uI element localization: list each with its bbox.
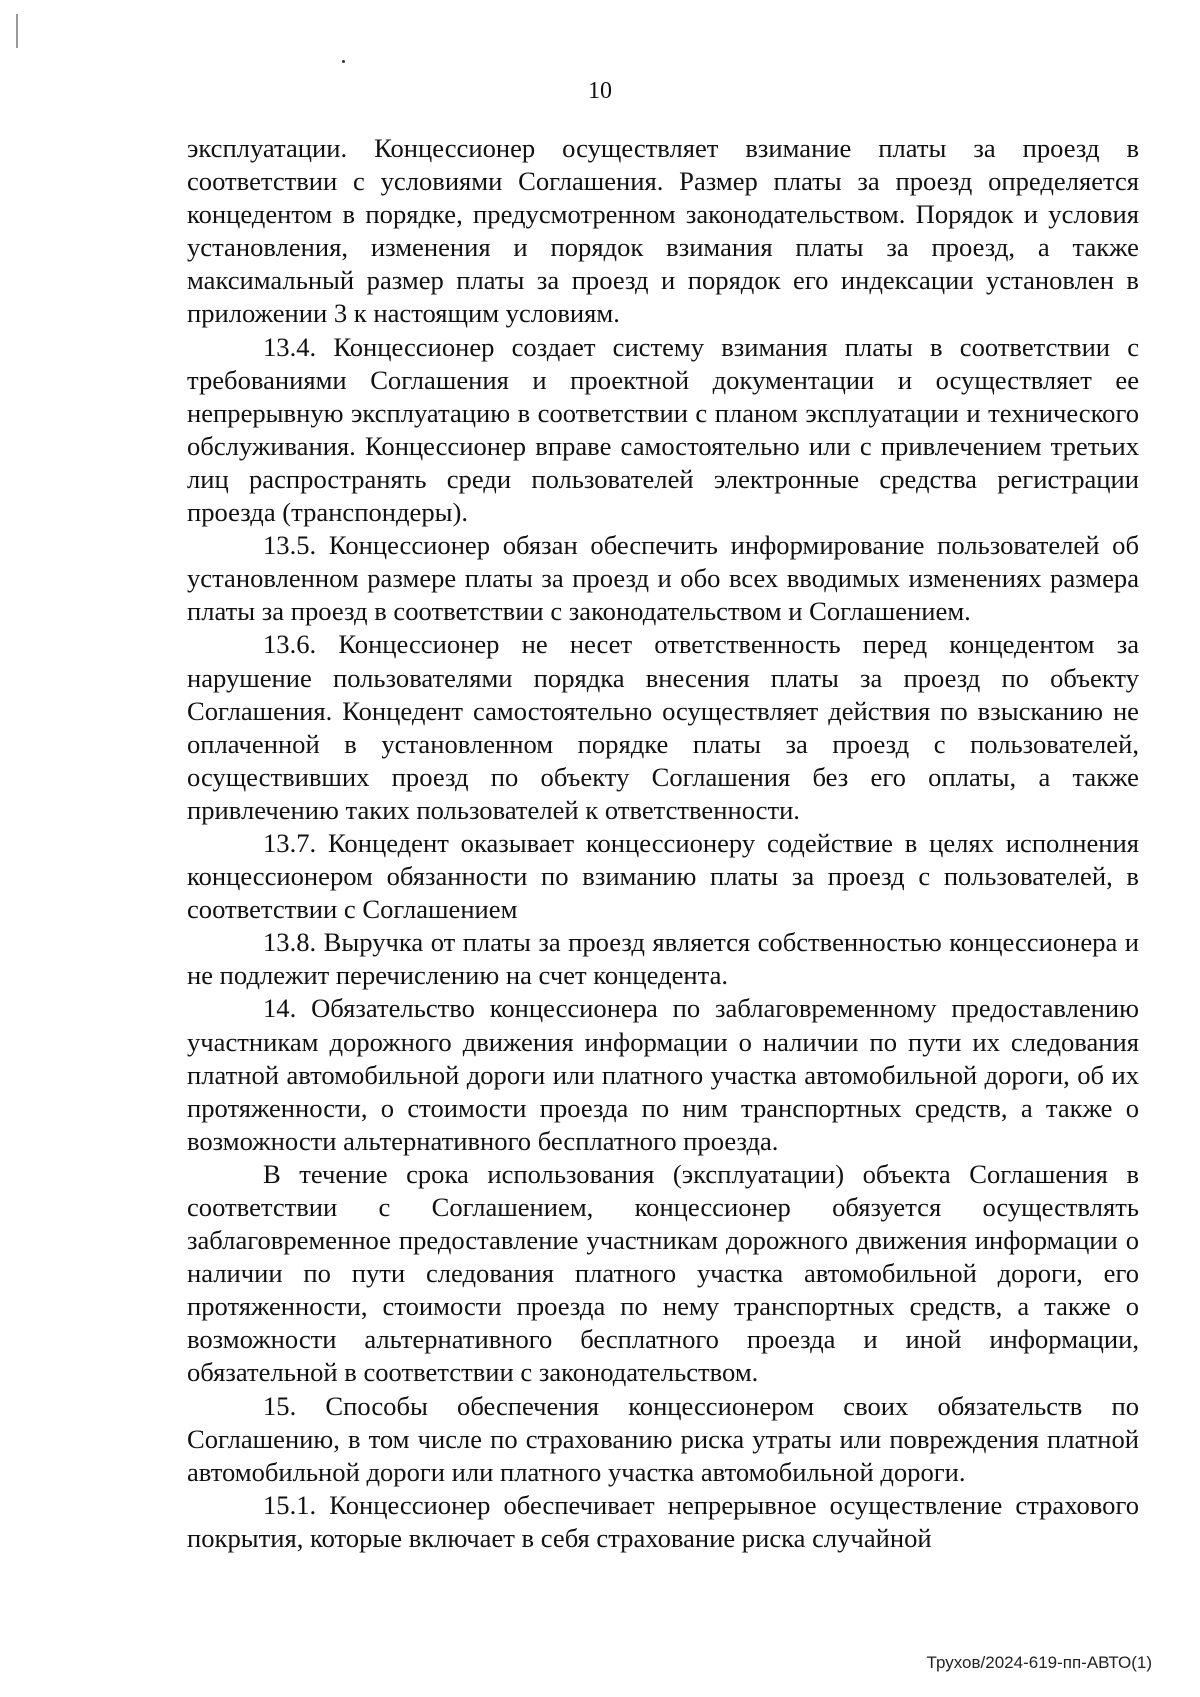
paragraph-13-5: 13.5. Концессионер обязан обеспечить информирование пользователей об установленном размере платы за проезд и обо всех вводимых изменениях размера платы за проезд в соответствии с законодательством и Соглашением.: [187, 530, 1139, 627]
paragraph-13-6: 13.6. Концессионер не несет ответственность перед концедентом за нарушение пользователями порядка внесения платы за проезд по объекту Соглашения. Концедент самостоятельно осуществляет действия по взысканию не оплаченной в установленном порядке платы за проезд с пользователей, осуществивших проезд по объекту Соглашения без его оплаты, а также привлечению таких пользователей к ответственности.: [187, 629, 1139, 825]
paragraph-13-8: 13.8. Выручка от платы за проезд является собственностью концессионера и не подлежит перечислению на счет концедента.: [187, 927, 1139, 991]
paragraph-15-1: 15.1. Концессионер обеспечивает непрерывное осуществление страхового покрытия, которые включает в себя страхование риска случайной: [187, 1489, 1139, 1553]
paragraph-15: 15. Способы обеспечения концессионером своих обязательств по Соглашению, в том числе по страхованию риска утраты или повреждения платной автомобильной дороги или платного участка автомобильной дороги.: [187, 1390, 1139, 1487]
paragraph-14: 14. Обязательство концессионера по заблаговременному предоставлению участникам дорожного движения информации о наличии по пути их следования платной автомобильной дороги или платного участка автомобильной дороги, об их протяженности, о стоимости проезда по ним транспортных средств, а также о возможности альтернативного бесплатного проезда.: [187, 993, 1139, 1156]
page-number: 10: [588, 78, 612, 104]
scan-speck: [342, 60, 345, 63]
paragraph-14-detail: В течение срока использования (эксплуатации) объекта Соглашения в соответствии с Соглашением, концессионер обязуется осуществлять заблаговременное предоставление участникам дорожного движения информации о наличии по пути следования платного участка автомобильной дороги, его протяженности, стоимости проезда по нему транспортных средств, а также о возможности альтернативного бесплатного проезда и иной информации, обязательной в соответствии с законодательством.: [187, 1158, 1139, 1388]
document-body: [187, 132, 1139, 1555]
paragraph-continuation: эксплуатации. Концессионер осуществляет взимание платы за проезд в соответствии с условиями Соглашения. Размер платы за проезд определяется концедентом в порядке, предусмотренном законодательством. Порядок и условия установления, изменения и порядок взимания платы за проезд, а также максимальный размер платы за проезд и порядок его индексации установлен в приложении 3 к настоящим условиям.: [187, 133, 1139, 329]
paragraph-13-4: 13.4. Концессионер создает систему взимания платы в соответствии с требованиями Соглашения и проектной документации и осуществляет ее непрерывную эксплуатацию в соответствии с планом эксплуатации и технического обслуживания. Концессионер вправе самостоятельно или с привлечением третьих лиц распространять среди пользователей электронные средства регистрации проезда (транспондеры).: [187, 331, 1139, 528]
paragraph-13-7: 13.7. Концедент оказывает концессионеру содействие в целях исполнения концессионером обязанности по взиманию платы за проезд с пользователей, в соответствии с Соглашением: [187, 827, 1139, 925]
scan-edge-mark: [16, 14, 18, 48]
document-footer-code: Трухов/2024-619-пп-АВТО(1): [926, 1653, 1152, 1672]
